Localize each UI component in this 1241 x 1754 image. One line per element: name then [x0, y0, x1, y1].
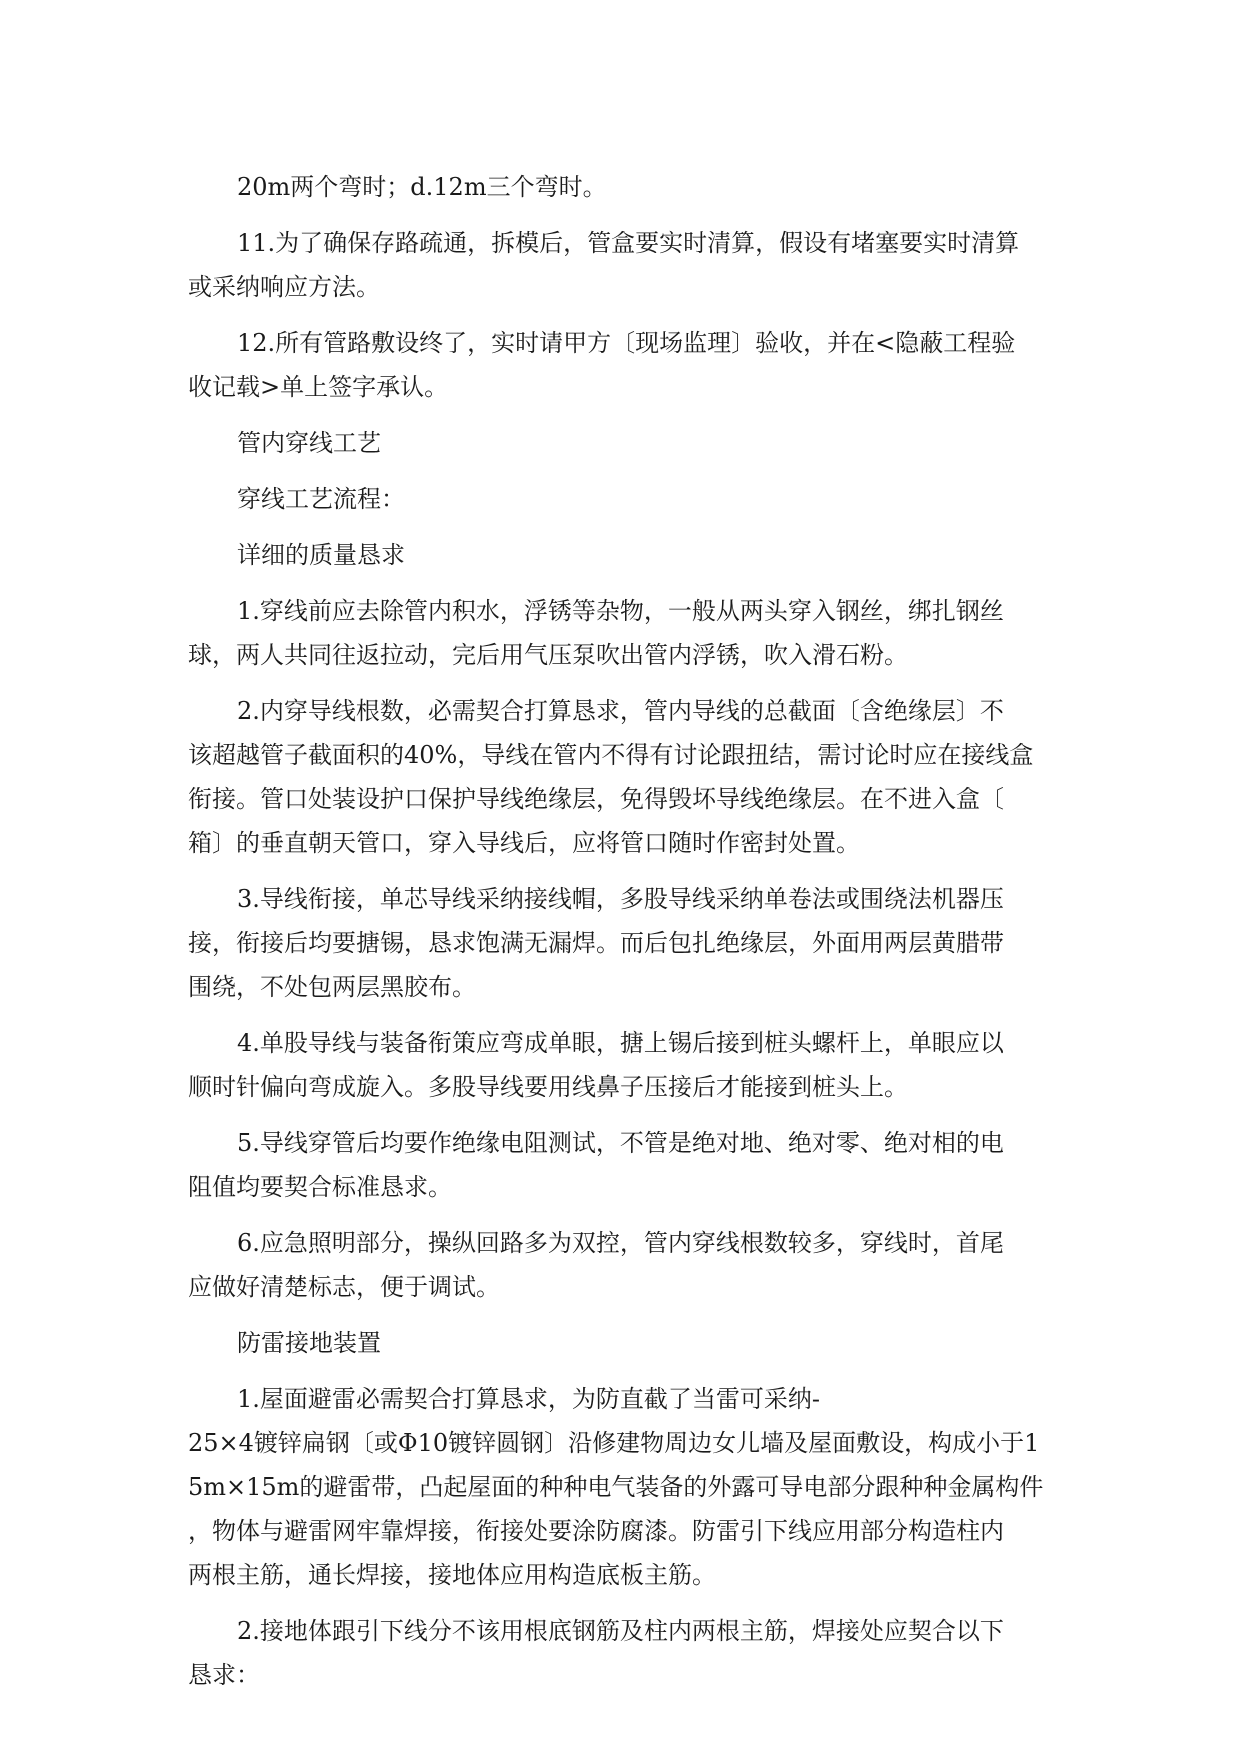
- text-line: 1.屋面避雷必需契合打算恳求，为防直截了当雷可采纳-: [237, 1385, 821, 1413]
- document-body: [188, 165, 1056, 1709]
- text-line: 1.穿线前应去除管内积水，浮锈等杂物，一般从两头穿入钢丝，绑扎钢丝: [237, 597, 1004, 625]
- text-line: 球，两人共同往返拉动，完后用气压泵吹出管内浮锈，吹入滑石粉。: [188, 641, 908, 669]
- text-line: 3.导线衔接，单芯导线采纳接线帽，多股导线采纳单卷法或围绕法机器压: [237, 885, 1004, 913]
- paragraph: [188, 165, 1056, 209]
- text-line: 6.应急照明部分，操纵回路多为双控，管内穿线根数较多，穿线时，首尾: [237, 1229, 1004, 1257]
- text-line: 阻值均要契合标准恳求。: [188, 1173, 452, 1201]
- text-line: 两根主筋，通长焊接，接地体应用构造底板主筋。: [188, 1561, 716, 1589]
- text-line: 穿线工艺流程：: [237, 485, 405, 513]
- text-line: 接，衔接后均要搪锡，恳求饱满无漏焊。而后包扎绝缘层，外面用两层黄腊带: [188, 929, 1004, 957]
- paragraph: [188, 1321, 1056, 1365]
- paragraph: [188, 477, 1056, 521]
- paragraph: [188, 221, 1056, 309]
- text-line: 应做好清楚标志，便于调试。: [188, 1273, 500, 1301]
- text-line: 防雷接地装置: [237, 1329, 381, 1357]
- text-line: 收记载>单上签字承认。: [188, 373, 449, 401]
- text-line: 5m×15m的避雷带，凸起屋面的种种电气装备的外露可导电部分跟种种金属构件: [188, 1473, 1044, 1501]
- paragraph: [188, 689, 1056, 865]
- text-line: 箱〕的垂直朝天管口，穿入导线后，应将管口随时作密封处置。: [188, 829, 860, 857]
- text-line: 2.接地体跟引下线分不该用根底钢筋及柱内两根主筋，焊接处应契合以下: [237, 1617, 1004, 1645]
- text-line: 11.为了确保存路疏通，拆模后，管盒要实时清算，假设有堵塞要实时清算: [237, 229, 1020, 257]
- text-line: 25×4镀锌扁钢〔或Φ10镀锌圆钢〕沿修建物周边女儿墙及屋面敷设，构成小于1: [188, 1429, 1040, 1457]
- paragraph: [188, 1377, 1056, 1597]
- text-line: 4.单股导线与装备衔策应弯成单眼，搪上锡后接到桩头螺杆上，单眼应以: [237, 1029, 1004, 1057]
- paragraph: [188, 1021, 1056, 1109]
- text-line: 围绕，不处包两层黑胶布。: [188, 973, 476, 1001]
- paragraph: [188, 1121, 1056, 1209]
- paragraph: [188, 589, 1056, 677]
- text-line: 或采纳响应方法。: [188, 273, 380, 301]
- paragraph: [188, 533, 1056, 577]
- text-line: 12.所有管路敷设终了，实时请甲方〔现场监理〕验收，并在<隐蔽工程验: [237, 329, 1016, 357]
- text-line: 2.内穿导线根数，必需契合打算恳求，管内导线的总截面〔含绝缘层〕不: [237, 697, 1004, 725]
- text-line: 20m两个弯时；d.12m三个弯时。: [237, 173, 607, 201]
- text-line: 详细的质量恳求: [237, 541, 405, 569]
- paragraph: [188, 1221, 1056, 1309]
- paragraph: [188, 877, 1056, 1009]
- paragraph: [188, 421, 1056, 465]
- text-line: 该超越管子截面积的40%，导线在管内不得有讨论跟扭结，需讨论时应在接线盒: [188, 741, 1034, 769]
- text-line: 管内穿线工艺: [237, 429, 381, 457]
- paragraph: [188, 1609, 1056, 1697]
- text-line: 顺时针偏向弯成旋入。多股导线要用线鼻子压接后才能接到桩头上。: [188, 1073, 908, 1101]
- text-line: 5.导线穿管后均要作绝缘电阻测试，不管是绝对地、绝对零、绝对相的电: [237, 1129, 1004, 1157]
- paragraph: [188, 321, 1056, 409]
- text-line: 衔接。管口处装设护口保护导线绝缘层，免得毁坏导线绝缘层。在不进入盒〔: [188, 785, 1004, 813]
- text-line: ，物体与避雷网牢靠焊接，衔接处要涂防腐漆。防雷引下线应用部分构造柱内: [188, 1517, 1004, 1545]
- text-line: 恳求：: [188, 1661, 260, 1689]
